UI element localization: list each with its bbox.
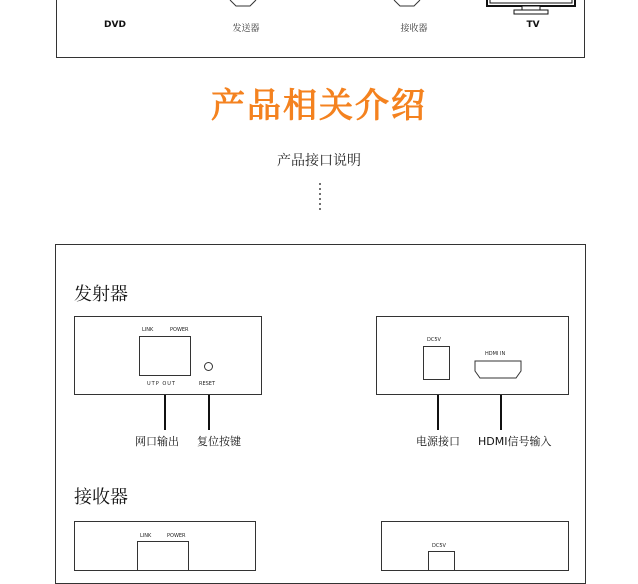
receiver-label: 接收器 [400, 24, 428, 34]
hdmi-input-callout: HDMI信号输入 [478, 435, 552, 448]
dotted-divider [319, 183, 322, 213]
reset-callout: 复位按键 [197, 435, 241, 448]
reset-button [204, 362, 213, 371]
dc-power-port [428, 551, 455, 571]
dc5v-label: DC5V [432, 543, 446, 549]
section-subtitle: 产品接口说明 [277, 153, 361, 169]
hdmi-in-label: HDMI IN [485, 351, 506, 357]
callout-line [164, 395, 166, 430]
transmitter-back-panel [376, 316, 569, 395]
receiver-device-icon [392, 0, 422, 8]
dc5v-label: DC5V [427, 337, 441, 343]
power-label: POWER [170, 327, 189, 333]
sender-label: 发送器 [232, 24, 260, 34]
hdmi-port-icon [474, 360, 524, 380]
receiver-back-panel [381, 521, 569, 571]
dc-power-port [423, 346, 450, 380]
callout-line [500, 395, 502, 430]
power-label: POWER [167, 533, 186, 539]
link-label: LINK [142, 327, 154, 333]
rj45-port [139, 336, 191, 376]
sender-device-icon [228, 0, 258, 8]
transmitter-heading: 发射器 [74, 284, 128, 305]
callout-line [208, 395, 210, 430]
dvd-label: DVD [104, 20, 126, 30]
callout-line [437, 395, 439, 430]
section-title: 产品相关介绍 [211, 86, 427, 126]
power-port-callout: 电源接口 [416, 435, 460, 448]
tv-label: TV [526, 20, 540, 30]
receiver-heading: 接收器 [74, 487, 128, 508]
utp-out-label: UTP OUT [147, 381, 176, 387]
link-label: LINK [140, 533, 152, 539]
reset-label: RESET [199, 381, 216, 387]
rj45-port [137, 541, 189, 571]
network-out-callout: 网口输出 [135, 435, 179, 448]
tv-icon [484, 0, 580, 18]
